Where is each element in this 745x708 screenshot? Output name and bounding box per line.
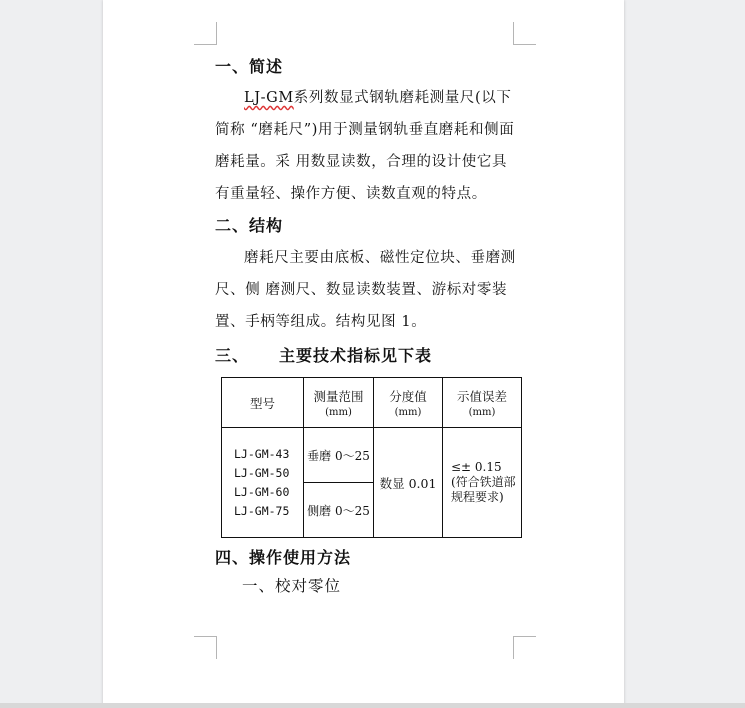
- subsection-zero-calibration: 一、校对零位: [242, 577, 342, 595]
- spec-table: [221, 377, 522, 538]
- section-title: 主要技术指标见下表: [279, 346, 433, 365]
- range-side: 侧磨 0～25: [304, 483, 374, 538]
- product-code: LJ-GM: [244, 90, 294, 106]
- margin-corner-top-right: [513, 22, 536, 45]
- model-item: LJ-GM-43: [234, 446, 290, 461]
- resolution-value: 数显 0.01: [374, 428, 443, 538]
- bottom-edge-strip: [0, 703, 745, 708]
- margin-corner-bottom-left: [194, 636, 217, 659]
- overview-paragraph: [215, 82, 517, 210]
- table-row: [222, 428, 522, 483]
- table-header-row: [222, 378, 522, 428]
- header-model: 型号: [222, 378, 304, 428]
- structure-paragraph: 磨耗尺主要由底板、磁性定位块、垂磨测尺、侧 磨测尺、数显读数装置、游标对零装置、手柄等组成。结构见图 1。: [215, 250, 516, 330]
- section-heading-structure: 二、结构: [215, 216, 284, 235]
- model-list: [222, 428, 304, 538]
- header-error: 示值误差 (mm): [443, 378, 522, 428]
- model-item: LJ-GM-60: [234, 484, 290, 499]
- range-vertical: 垂磨 0～25: [304, 428, 374, 483]
- header-range: 测量范围 (mm): [304, 378, 374, 428]
- error-value: ≤± 0.15 (符合铁道部 规程要求): [443, 428, 522, 538]
- section-heading-operation: 四、操作使用方法: [215, 548, 352, 567]
- header-resolution: 分度值 (mm): [374, 378, 443, 428]
- model-item: LJ-GM-75: [234, 503, 290, 518]
- margin-corner-top-left: [194, 22, 217, 45]
- section-heading-specs: [215, 343, 432, 366]
- document-page: [103, 0, 624, 708]
- section-number: 三、: [215, 346, 250, 365]
- model-item: LJ-GM-50: [234, 465, 290, 480]
- overview-text: 系列数显式钢轨磨耗测量尺(以下简称 “磨耗尺”)用于测量钢轨垂直磨耗和侧面磨耗量。采 用数显读数，合理的设计使它具有重量轻、操作方便、读数直观的特点。: [215, 90, 515, 202]
- margin-corner-bottom-right: [513, 636, 536, 659]
- section-heading-overview: 一、简述: [215, 57, 284, 76]
